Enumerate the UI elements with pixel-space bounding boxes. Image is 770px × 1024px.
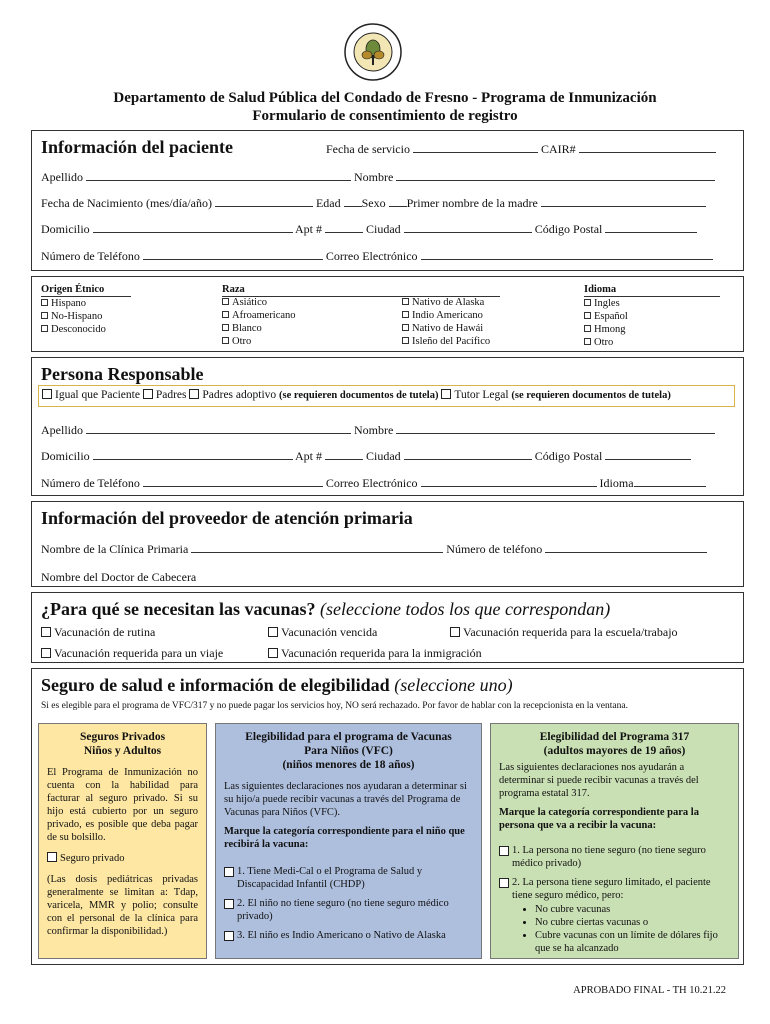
same-as-patient-option[interactable]: Igual que Paciente bbox=[42, 389, 140, 401]
race-col1 bbox=[222, 296, 296, 348]
resp-last-name-field[interactable] bbox=[86, 422, 351, 434]
resp-language-field[interactable] bbox=[634, 475, 706, 487]
p317-option-limited[interactable]: 2. La persona tiene seguro limitado, el paciente tiene seguro médico, pero: bbox=[499, 876, 730, 902]
origin-option[interactable]: No-Hispano bbox=[41, 310, 131, 323]
email-field[interactable] bbox=[421, 248, 713, 260]
private-insurance-column bbox=[38, 723, 207, 959]
resp-city-label: Ciudad bbox=[366, 449, 401, 463]
p317-conditions bbox=[499, 903, 730, 955]
vaccines-heading-note: (seleccione todos los que correspondan) bbox=[320, 599, 611, 619]
p317-heading: Elegibilidad del Programa 317 bbox=[539, 731, 690, 743]
language-option[interactable]: Otro bbox=[584, 336, 720, 349]
first-name-label: Nombre bbox=[354, 170, 394, 184]
birthdate-field[interactable] bbox=[215, 195, 313, 207]
city-label: Ciudad bbox=[366, 222, 401, 236]
resp-address-label: Domicilio bbox=[41, 449, 90, 463]
insurance-heading-note: (seleccione uno) bbox=[394, 675, 513, 695]
language-group bbox=[584, 283, 720, 349]
race-option[interactable]: Isleño del Pacífico bbox=[402, 335, 490, 348]
sex-field[interactable] bbox=[389, 195, 407, 207]
responsible-heading: Persona Responsable bbox=[41, 364, 204, 384]
email-label: Correo Electrónico bbox=[325, 249, 418, 263]
school-work-option[interactable]: Vacunación requerida para la escuela/trabajo bbox=[450, 625, 678, 640]
p317-subheading: (adultos mayores de 19 años) bbox=[543, 745, 686, 757]
zip-label: Código Postal bbox=[534, 222, 603, 236]
vfc-description: Las siguientes declaraciones nos ayudaran a determinar si su hijo/a puede recibir vacunas a través del Programa de Vacunas para Niños (VFC). bbox=[224, 781, 467, 818]
private-heading: Seguros Privados bbox=[79, 731, 166, 743]
private-insurance-option[interactable]: Seguro privado bbox=[47, 852, 198, 865]
apt-label: Apt # bbox=[295, 222, 323, 236]
patient-heading: Información del paciente bbox=[41, 137, 233, 157]
vfc-option-uninsured[interactable]: 2. El niño no tiene seguro (no tiene seguro médico privado) bbox=[224, 897, 473, 923]
phone-field[interactable] bbox=[143, 248, 323, 260]
vfc-instruction: Marque la categoría correspondiente para el niño que recibirá la vacuna: bbox=[224, 826, 465, 850]
mother-name-label: Primer nombre de la madre bbox=[406, 196, 538, 210]
resp-address-field[interactable] bbox=[93, 448, 293, 460]
address-field[interactable] bbox=[93, 221, 293, 233]
footer-approval: APROBADO FINAL - TH 10.21.22 bbox=[573, 985, 726, 996]
last-name-label: Apellido bbox=[41, 170, 83, 184]
doctor-name-label: Nombre del Doctor de Cabecera bbox=[41, 570, 197, 584]
clinic-phone-field[interactable] bbox=[545, 541, 707, 553]
travel-option[interactable]: Vacunación requerida para un viaje bbox=[41, 646, 223, 661]
provider-section bbox=[31, 501, 744, 587]
race-heading: Raza bbox=[222, 283, 500, 297]
resp-email-field[interactable] bbox=[421, 475, 597, 487]
zip-field[interactable] bbox=[605, 221, 697, 233]
resp-apt-field[interactable] bbox=[325, 448, 363, 460]
service-date-field[interactable] bbox=[413, 141, 538, 153]
resp-last-name-label: Apellido bbox=[41, 423, 83, 437]
address-label: Domicilio bbox=[41, 222, 90, 236]
race-option[interactable]: Nativo de Hawái bbox=[402, 322, 490, 335]
race-col2 bbox=[402, 296, 490, 348]
race-option[interactable]: Blanco bbox=[222, 322, 296, 335]
resp-email-label: Correo Electrónico bbox=[325, 476, 418, 490]
last-name-field[interactable] bbox=[86, 169, 351, 181]
language-option[interactable]: Ingles bbox=[584, 297, 720, 310]
form-title: Departamento de Salud Pública del Condado de Fresno - Programa de Inmunización bbox=[113, 90, 657, 106]
mother-name-field[interactable] bbox=[541, 195, 706, 207]
race-option[interactable]: Otro bbox=[222, 335, 296, 348]
provider-heading: Información del proveedor de atención primaria bbox=[41, 508, 413, 528]
race-group bbox=[222, 283, 500, 297]
age-field[interactable] bbox=[344, 195, 362, 207]
vfc-heading: Elegibilidad para el programa de Vacunas bbox=[245, 731, 452, 743]
apt-field[interactable] bbox=[325, 221, 363, 233]
race-option[interactable]: Asiático bbox=[222, 296, 296, 309]
service-date-label: Fecha de servicio bbox=[326, 142, 410, 156]
resp-first-name-field[interactable] bbox=[396, 422, 715, 434]
legal-guardian-option[interactable]: Tutor Legal (se requieren documentos de tutela) bbox=[441, 389, 671, 401]
birthdate-label: Fecha de Nacimiento (mes/día/año) bbox=[41, 196, 212, 210]
private-subheading: Niños y Adultos bbox=[83, 745, 162, 757]
parents-option[interactable]: Padres bbox=[143, 389, 187, 401]
age-label: Edad bbox=[315, 196, 341, 210]
city-field[interactable] bbox=[404, 221, 532, 233]
p317-description: Las siguientes declaraciones nos ayudarán a determinar si puede recibir vacunas a través del programa estatal 317. bbox=[499, 762, 699, 799]
demographics-section bbox=[31, 276, 744, 352]
vaccines-section bbox=[31, 592, 744, 663]
resp-apt-label: Apt # bbox=[295, 449, 323, 463]
program-317-column bbox=[490, 723, 739, 959]
list-item: • Cubre vacunas con un límite de dólares fijo que se ha alcanzado bbox=[535, 929, 730, 955]
resp-phone-field[interactable] bbox=[143, 475, 323, 487]
resp-language-label: Idioma bbox=[599, 476, 634, 490]
race-option[interactable]: Nativo de Alaska bbox=[402, 296, 490, 309]
resp-zip-field[interactable] bbox=[605, 448, 691, 460]
language-heading: Idioma bbox=[584, 283, 720, 297]
overdue-option[interactable]: Vacunación vencida bbox=[268, 625, 377, 640]
origin-group bbox=[41, 283, 131, 336]
origin-heading: Origen Étnico bbox=[41, 283, 131, 297]
race-option[interactable]: Indio Americano bbox=[402, 309, 490, 322]
resp-city-field[interactable] bbox=[404, 448, 532, 460]
vfc-age-note: (niños menores de 18 años) bbox=[282, 759, 415, 771]
vfc-column bbox=[215, 723, 482, 959]
insurance-section bbox=[31, 668, 744, 965]
vfc-option-medical[interactable]: 1. Tiene Medi-Cal o el Programa de Salud y Discapacidad Infantil (CHDP) bbox=[224, 865, 473, 891]
relationship-options bbox=[38, 385, 735, 407]
patient-section bbox=[31, 130, 744, 271]
origin-option[interactable]: Hispano bbox=[41, 297, 131, 310]
adoptive-parents-option[interactable]: Padres adoptivo (se requieren documentos de tutela) bbox=[189, 389, 438, 401]
p317-instruction: Marque la categoría correspondiente para la persona que va a recibir la vacuna: bbox=[499, 807, 699, 831]
private-description: El Programa de Inmunización no cuenta con la habilidad para facturar al seguro privado. Si su hijo está cubierto por un seguro privado, es posible que deba pagar de su bolsillo. bbox=[47, 767, 198, 843]
phone-label: Número de Teléfono bbox=[41, 249, 140, 263]
list-item: • No cubre ciertas vacunas o bbox=[535, 916, 730, 929]
first-name-field[interactable] bbox=[396, 169, 715, 181]
cair-label: CAIR# bbox=[540, 142, 576, 156]
private-note: (Las dosis pediátricas privadas generalmente se limitan a: Tdap, varicela, MMR y polio; consulte con el personal de la clínica para confirmar la disponibilidad.) bbox=[47, 874, 198, 937]
language-option[interactable]: Hmong bbox=[584, 323, 720, 336]
routine-option[interactable]: Vacunación de rutina bbox=[41, 625, 155, 640]
form-subtitle: Formulario de consentimiento de registro bbox=[252, 108, 518, 124]
clinic-name-label: Nombre de la Clínica Primaria bbox=[41, 542, 189, 556]
clinic-phone-label: Número de teléfono bbox=[446, 542, 543, 556]
insurance-note: Si es elegible para el programa de VFC/317 y no puede pagar los servicios hoy, NO será rechazado. Por favor de hablar con la recepcionista en la ventana. bbox=[41, 701, 628, 711]
language-option[interactable]: Español bbox=[584, 310, 720, 323]
vaccines-heading: ¿Para qué se necesitan las vacunas? bbox=[41, 599, 316, 619]
county-seal bbox=[343, 22, 403, 82]
vfc-subheading: Para Niños (VFC) bbox=[304, 745, 393, 757]
resp-phone-label: Número de Teléfono bbox=[41, 476, 140, 490]
resp-first-name-label: Nombre bbox=[354, 423, 394, 437]
sex-label: Sexo bbox=[361, 196, 386, 210]
resp-zip-label: Código Postal bbox=[534, 449, 603, 463]
immigration-option[interactable]: Vacunación requerida para la inmigración bbox=[268, 646, 482, 661]
p317-option-uninsured[interactable]: 1. La persona no tiene seguro (no tiene seguro médico privado) bbox=[499, 844, 730, 870]
cair-field[interactable] bbox=[579, 141, 716, 153]
clinic-name-field[interactable] bbox=[191, 541, 443, 553]
responsible-section bbox=[31, 357, 744, 496]
list-item: • No cubre vacunas bbox=[535, 903, 730, 916]
race-option[interactable]: Afroamericano bbox=[222, 309, 296, 322]
origin-option[interactable]: Desconocido bbox=[41, 323, 131, 336]
insurance-heading: Seguro de salud e información de elegibilidad bbox=[41, 675, 390, 695]
vfc-option-native[interactable]: 3. El niño es Indio Americano o Nativo de Alaska bbox=[224, 929, 473, 942]
